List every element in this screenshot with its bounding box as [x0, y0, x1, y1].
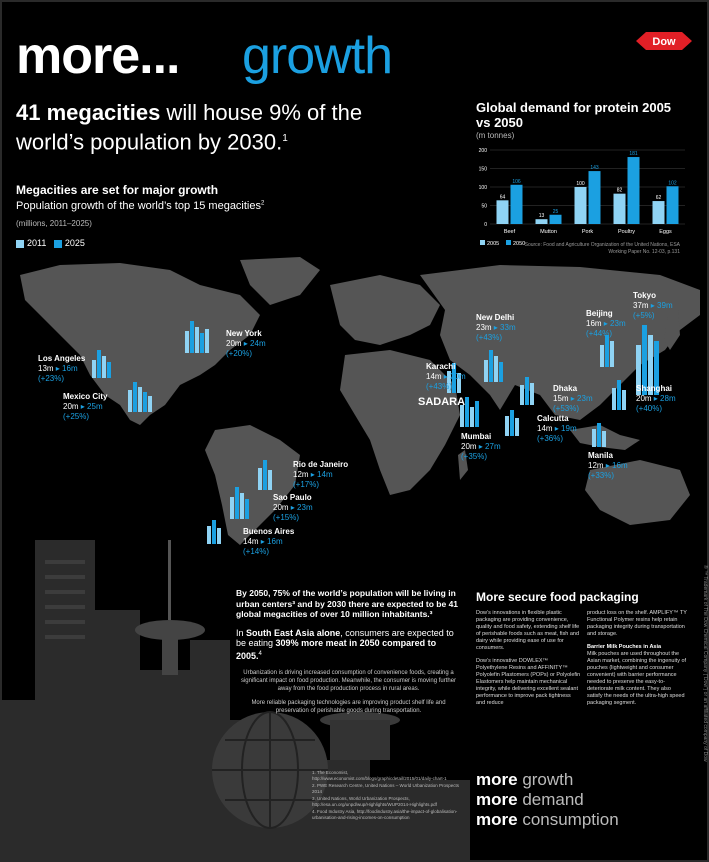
city-rio-de-janeiro	[293, 460, 348, 490]
legend-swatch-2025	[54, 240, 62, 248]
city-icon-shanghai	[612, 380, 626, 410]
city-name: Manila	[588, 451, 613, 460]
y-tick-label: 0	[484, 222, 487, 228]
city-change: (+33%)	[588, 471, 615, 480]
city-icon-new-delhi	[484, 350, 503, 382]
stats-meat-note: 4	[258, 650, 262, 657]
city-beijing	[586, 309, 626, 339]
city-from: 23m	[476, 323, 492, 332]
city-to: 23m	[297, 503, 313, 512]
city-arrow: ▸	[653, 394, 658, 403]
city-name: Calcutta	[537, 414, 569, 423]
bar-eggs-2050	[667, 186, 679, 224]
city-change: (+20%)	[226, 349, 253, 358]
stats-urban: By 2050, 75% of the world’s population will be living in urban centers³ and by 2030 there are expected to be 41 global megacities of over 10 million inhabitants.³	[236, 588, 459, 619]
bar-beef-2005	[497, 200, 509, 224]
city-from: 16m	[586, 319, 602, 328]
stats-meat-region: South East Asia alone	[246, 627, 341, 638]
tagline-light: growth	[522, 770, 574, 789]
city-icon-manila	[592, 423, 606, 447]
packaging-paragraph: Dow’s innovations in flexible plastic packaging are providing convenience, quality and food safety, extending shelf life of perishable foods such as meat, fish and dairy while providing ease of use for consumers.	[476, 610, 580, 651]
y-tick-label: 100	[478, 185, 487, 191]
city-change: (+40%)	[636, 404, 663, 413]
category-label: Eggs	[659, 229, 672, 235]
protein-chart	[472, 142, 692, 252]
city-to: 39m	[657, 301, 673, 310]
city-change: (+14%)	[243, 547, 270, 556]
city-to: 16m	[612, 461, 628, 470]
sadara-label: SADARA	[418, 396, 466, 408]
city-arrow: ▸	[493, 323, 498, 332]
city-from: 37m	[633, 301, 649, 310]
tagline-bold: more	[476, 770, 518, 789]
city-from: 14m	[537, 424, 553, 433]
category-label: Mutton	[540, 229, 557, 235]
headline-rest: will house 9% of the world’s population by 2030.	[16, 100, 363, 155]
city-change: (+17%)	[293, 480, 320, 489]
city-arrow: ▸	[310, 470, 315, 479]
city-from: 20m	[461, 442, 477, 451]
city-change: (+44%)	[586, 329, 613, 338]
stats-urbanization: Urbanization is driving increased consumption of convenience foods, creating a significant impact on food production. Meanwhile, the consumer is moving further away from the food production process in rural areas.	[240, 670, 457, 692]
footnote-3: 3. United Nations, World Urbanization Prospects, http://esa.un.org/unpd/wup/Highlights/WUP2014-Highlights.pdf	[312, 796, 437, 807]
city-mexico-city	[63, 392, 107, 422]
headline	[16, 100, 416, 155]
city-arrow: ▸	[650, 301, 655, 310]
city-los-angeles	[38, 354, 85, 384]
legend-label: 2050	[513, 241, 526, 247]
packaging-paragraph: product loss on the shelf. AMPLIFY™ TY Functional Polymer resins help retain packaging integrity during transportation and storage.	[587, 610, 687, 637]
legend-label-2011: 2011	[27, 238, 47, 248]
city-to: 19m	[561, 424, 577, 433]
city-change: (+23%)	[38, 374, 65, 383]
city-to: 23m	[610, 319, 626, 328]
city-karachi	[426, 362, 466, 392]
tagline-line	[476, 790, 619, 810]
city-new-delhi	[476, 313, 516, 343]
bar-value-label: 25	[552, 208, 559, 215]
category-label: Poultry	[617, 229, 636, 235]
city-from: 12m	[588, 461, 604, 470]
bar-value-label: 62	[655, 195, 662, 202]
city-change: (+43%)	[426, 382, 453, 391]
megacities-legend	[16, 238, 85, 248]
stats-meat-part: In	[236, 627, 247, 638]
bar-mutton-2050	[550, 215, 562, 224]
footnote-2: 2. PWE Research Centre, United Nations – World Urbanization Prospects 2014	[312, 783, 459, 794]
stats-meat	[236, 628, 461, 662]
city-icon-sao-paulo	[230, 487, 249, 519]
city-arrow: ▸	[80, 402, 85, 411]
city-new-york	[226, 329, 266, 359]
city-to: 16m	[62, 364, 78, 373]
city-arrow: ▸	[605, 461, 610, 470]
bar-eggs-2005	[653, 201, 665, 224]
city-from: 20m	[226, 339, 242, 348]
protein-chart-source: Source: Food and Agriculture Organization of the United Nations, ESA Working Paper No. 12-03, p.131	[524, 242, 680, 255]
city-to: 27m	[485, 442, 501, 451]
city-name: Sao Paulo	[273, 493, 312, 502]
city-to: 28m	[660, 394, 676, 403]
category-label: Pork	[581, 229, 594, 235]
city-sao-paulo	[273, 493, 313, 523]
city-change: (+35%)	[461, 452, 488, 461]
city-to: 24m	[250, 339, 266, 348]
city-arrow: ▸	[570, 394, 575, 403]
bar-pork-2005	[575, 187, 587, 224]
city-mumbai	[461, 432, 501, 462]
tagline-light: consumption	[522, 810, 619, 829]
city-from: 20m	[636, 394, 652, 403]
packaging-paragraph: Dow’s innovative DOWLEX™ Polyethylene Resins and AFFINITY™ Polyolefin Plastomers (POPs) or Polyolefin Elastomers help maintain mechanical integrity, while delivering excellent sealant performance to improve pack tightness and reduce	[476, 658, 581, 706]
city-arrow: ▸	[443, 372, 448, 381]
bar-value-label: 82	[616, 187, 623, 194]
trademark-container	[702, 565, 708, 855]
y-tick-label: 150	[478, 166, 487, 173]
footnote-4: 4. Food Industry Asia, http://foodindustry.asia/the-impact-of-globalisation-urbanisation-and-rising-incomes-on-consumption	[312, 809, 458, 820]
dow-logo-text: Dow	[652, 36, 676, 48]
city-to: 23m	[577, 394, 593, 403]
bar-value-label: 143	[590, 165, 599, 172]
city-to: 14m	[317, 470, 333, 479]
tagline-bold: more	[476, 790, 518, 809]
bar-value-label: 100	[576, 181, 585, 187]
city-from: 14m	[426, 372, 442, 381]
megacities-subtitle-note: 2	[261, 200, 265, 207]
legend-label: 2005	[487, 241, 500, 247]
stats-meat-part: , consumers are expected to be eating	[236, 627, 454, 648]
city-manila	[588, 451, 628, 481]
footnotes	[312, 770, 462, 822]
city-name: New York	[226, 329, 262, 338]
bar-poultry-2050	[628, 157, 640, 224]
megacities-subtitle-text: Population growth of the world’s top 15 megacities	[16, 200, 261, 212]
city-to: 33m	[500, 323, 516, 332]
legend-swatch	[480, 240, 485, 245]
bar-value-label: 106	[512, 178, 521, 185]
city-change: (+15%)	[273, 513, 300, 522]
city-arrow: ▸	[260, 537, 265, 546]
city-icon-new-york	[185, 321, 209, 353]
legend-label-2025: 2025	[64, 238, 85, 248]
tagline-line	[476, 810, 619, 830]
city-name: Rio de Janeiro	[293, 460, 349, 469]
city-to: 25m	[87, 402, 103, 411]
city-change: (+36%)	[537, 434, 564, 443]
packaging-subheading: Barrier Milk Pouches in Asia	[587, 644, 662, 650]
category-label: Beef	[503, 229, 516, 235]
city-arrow: ▸	[603, 319, 608, 328]
tagline-bold: more	[476, 810, 518, 829]
city-change: (+5%)	[633, 311, 655, 320]
globe-building	[212, 712, 328, 828]
legend-swatch	[506, 240, 511, 245]
city-icon-calcutta	[505, 410, 519, 436]
dow-logo	[636, 32, 692, 50]
city-icon-los-angeles	[92, 350, 111, 378]
bar-value-label: 64	[499, 194, 506, 201]
stats-block	[236, 588, 461, 715]
bar-poultry-2005	[614, 194, 626, 224]
city-from: 14m	[243, 537, 259, 546]
city-icon-mexico-city	[128, 382, 152, 412]
city-tokyo	[633, 291, 673, 321]
city-name: Tokyo	[633, 291, 656, 300]
y-tick-label: 200	[478, 148, 487, 154]
packaging-column-2	[587, 610, 687, 713]
city-name: Mumbai	[461, 432, 492, 441]
bar-pork-2050	[589, 171, 601, 224]
stadium-building	[320, 712, 400, 760]
packaging-paragraph: Milk pouches are used throughout the Asian market, combining the ingenuity of pouches (lightweight and consumer convenient) with barrier performance needed to preserve the easy-to-deteriorate milk content. They also satisfy the needs of the ultra-high speed packaging segment.	[587, 651, 687, 706]
footnote-1: 1. The Economist, http://www.economist.com/blogs/graphicdetail/2015/01/daily-chart-1	[312, 770, 447, 781]
city-change: (+43%)	[476, 333, 503, 342]
city-change: (+25%)	[63, 412, 90, 421]
city-to: 20m	[450, 372, 466, 381]
city-name: Dhaka	[553, 384, 578, 393]
megacities-title: Megacities are set for major growth	[16, 183, 219, 197]
tagline	[476, 770, 619, 830]
city-arrow: ▸	[55, 364, 60, 373]
city-change: (+53%)	[553, 404, 580, 413]
city-name: Karachi	[426, 362, 456, 371]
city-from: 20m	[63, 402, 79, 411]
city-to: 16m	[267, 537, 283, 546]
y-tick-label: 50	[481, 203, 487, 210]
city-arrow: ▸	[478, 442, 483, 451]
legend-swatch-2011	[16, 240, 24, 248]
protein-chart-title: Global demand for protein 2005 vs 2050	[476, 100, 672, 130]
megacities-units: (millions, 2011–2025)	[16, 219, 92, 228]
city-icon-rio	[258, 460, 272, 490]
main-title-bold: more...	[16, 27, 180, 85]
city-arrow: ▸	[290, 503, 295, 512]
bar-value-label: 13	[538, 213, 545, 220]
bar-mutton-2005	[536, 219, 548, 224]
headline-bold: 41 megacities	[16, 100, 161, 125]
packaging-title: More secure food packaging	[476, 590, 639, 604]
megacities-subtitle	[16, 200, 264, 212]
city-name: New Delhi	[476, 313, 515, 322]
bar-value-label: 181	[629, 151, 638, 158]
city-from: 20m	[273, 503, 289, 512]
city-dhaka	[553, 384, 593, 414]
city-shanghai	[636, 384, 676, 414]
city-from: 15m	[553, 394, 569, 403]
city-from: 12m	[293, 470, 309, 479]
city-name: Shanghai	[636, 384, 673, 393]
city-calcutta	[537, 414, 577, 444]
tagline-light: demand	[522, 790, 584, 809]
headline-footnote: 1	[282, 133, 288, 144]
city-icon-dhaka	[520, 377, 534, 405]
bar-value-label: 102	[668, 180, 677, 187]
city-name: Beijing	[586, 309, 613, 318]
stats-packaging: More reliable packaging technologies are improving product shelf life and preservation of perishable goods during transportation.	[251, 700, 446, 714]
bar-beef-2050	[511, 185, 523, 224]
packaging-column-1	[476, 610, 581, 713]
city-from: 13m	[38, 364, 54, 373]
city-arrow: ▸	[554, 424, 559, 433]
stats-meat-figure: 309% more meat in 2050 compared to 2005.	[236, 638, 437, 661]
city-arrow: ▸	[243, 339, 248, 348]
city-name: Buenos Aires	[243, 527, 295, 536]
protein-chart-units: (m tonnes)	[476, 131, 515, 140]
city-name: Mexico City	[63, 392, 108, 401]
city-icon-beijing	[600, 335, 614, 367]
main-title-light: growth	[242, 27, 393, 85]
trademark-text: ® ™ Trademark of The Dow Chemical Company (“Dow”) or an affiliated company of Dow	[702, 565, 708, 762]
tagline-line	[476, 770, 619, 790]
city-name: Los Angeles	[38, 354, 86, 363]
